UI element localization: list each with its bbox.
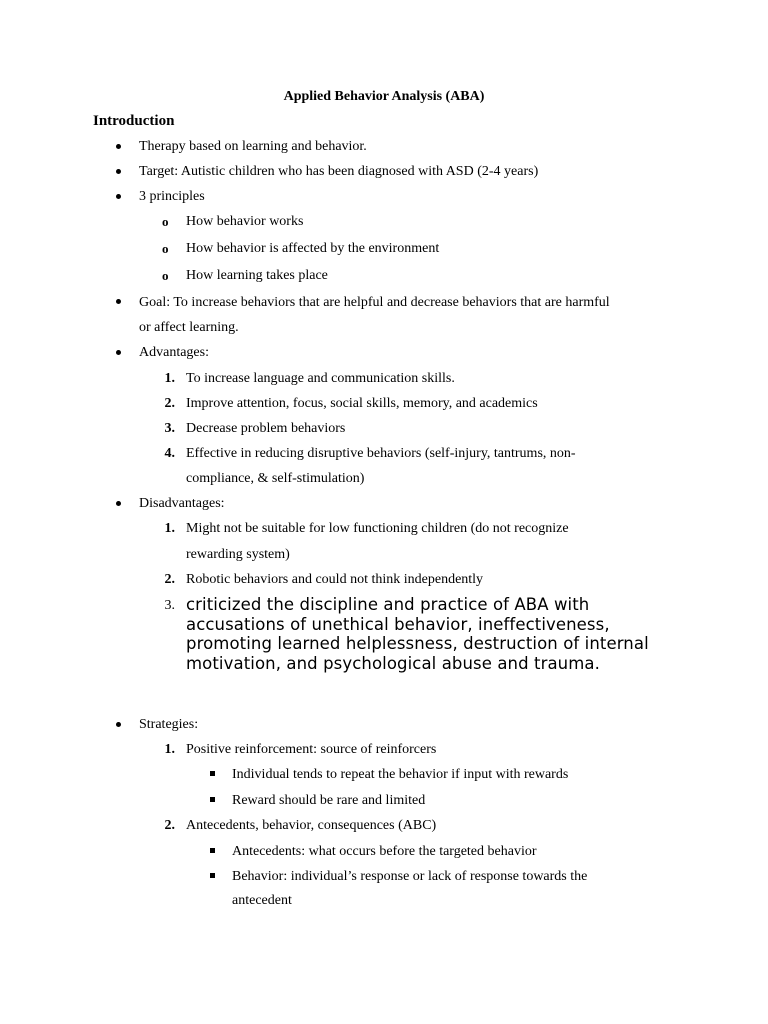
- bullet-icon: [116, 299, 121, 304]
- circle-bullet-icon: o: [162, 268, 169, 283]
- principle-item: How learning takes place: [186, 268, 328, 283]
- principle-item: How behavior works: [186, 214, 304, 229]
- advantage-item: Improve attention, focus, social skills, memory, and academics: [186, 396, 538, 411]
- advantage-item: Decrease problem behaviors: [186, 421, 346, 436]
- list-number: 2.: [164, 818, 175, 833]
- bullet-target: Target: Autistic children who has been diagnosed with ASD (2-4 years): [139, 164, 539, 179]
- strategy-sub-item: Behavior: individual’s response or lack of response towards the: [232, 869, 588, 884]
- bullet-strategies: Strategies:: [139, 717, 199, 732]
- strategy-sub-item: Individual tends to repeat the behavior if input with rewards: [232, 767, 569, 782]
- strategy-sub-item: Reward should be rare and limited: [232, 793, 426, 808]
- square-bullet-icon: [210, 848, 215, 853]
- bullet-principles: 3 principles: [139, 189, 205, 204]
- advantage-item-continuation: compliance, & self-stimulation): [186, 471, 365, 486]
- disadvantage-item: Might not be suitable for low functioning children (do not recognize: [186, 521, 569, 536]
- bullet-icon: [116, 144, 121, 149]
- list-number: 1.: [164, 521, 175, 536]
- disadvantage-item: Robotic behaviors and could not think independently: [186, 572, 484, 587]
- bullet-goal: Goal: To increase behaviors that are helpful and decrease behaviors that are harmful: [139, 295, 610, 310]
- disadvantage-item-large: criticized the discipline and practice of ABA with accusations of unethical behavior, ineffectiveness, promoting learned helplessness, destruction of internal motivation, and psychological abuse and trauma.: [186, 595, 649, 673]
- bullet-icon: [116, 194, 121, 199]
- square-bullet-icon: [210, 797, 215, 802]
- bullet-icon: [116, 722, 121, 727]
- list-number: 3.: [164, 598, 175, 613]
- strategy-sub-item: Antecedents: what occurs before the targeted behavior: [232, 844, 537, 859]
- list-number: 1.: [164, 742, 175, 757]
- square-bullet-icon: [210, 771, 215, 776]
- list-number: 1.: [164, 371, 175, 386]
- square-bullet-icon: [210, 873, 215, 878]
- bullet-icon: [116, 350, 121, 355]
- circle-bullet-icon: o: [162, 241, 169, 256]
- bullet-advantages: Advantages:: [139, 345, 209, 360]
- principle-item: How behavior is affected by the environment: [186, 241, 440, 256]
- bullet-icon: [116, 501, 121, 506]
- bullet-icon: [116, 169, 121, 174]
- list-number: 3.: [164, 421, 175, 436]
- strategy-item: Antecedents, behavior, consequences (ABC): [186, 818, 437, 833]
- strategy-item: Positive reinforcement: source of reinforcers: [186, 742, 437, 757]
- list-number: 2.: [164, 572, 175, 587]
- list-number: 2.: [164, 396, 175, 411]
- document-title: Applied Behavior Analysis (ABA): [283, 89, 485, 104]
- list-number: 4.: [164, 446, 175, 461]
- bullet-goal-continuation: or affect learning.: [139, 320, 239, 335]
- advantage-item: To increase language and communication skills.: [186, 371, 455, 386]
- bullet-therapy: Therapy based on learning and behavior.: [139, 139, 367, 154]
- section-heading-introduction: Introduction: [93, 113, 175, 129]
- disadvantage-item-continuation: rewarding system): [186, 547, 290, 562]
- strategy-sub-item-continuation: antecedent: [232, 893, 292, 908]
- circle-bullet-icon: o: [162, 214, 169, 229]
- bullet-disadvantages: Disadvantages:: [139, 496, 225, 511]
- advantage-item: Effective in reducing disruptive behaviors (self-injury, tantrums, non-: [186, 446, 576, 461]
